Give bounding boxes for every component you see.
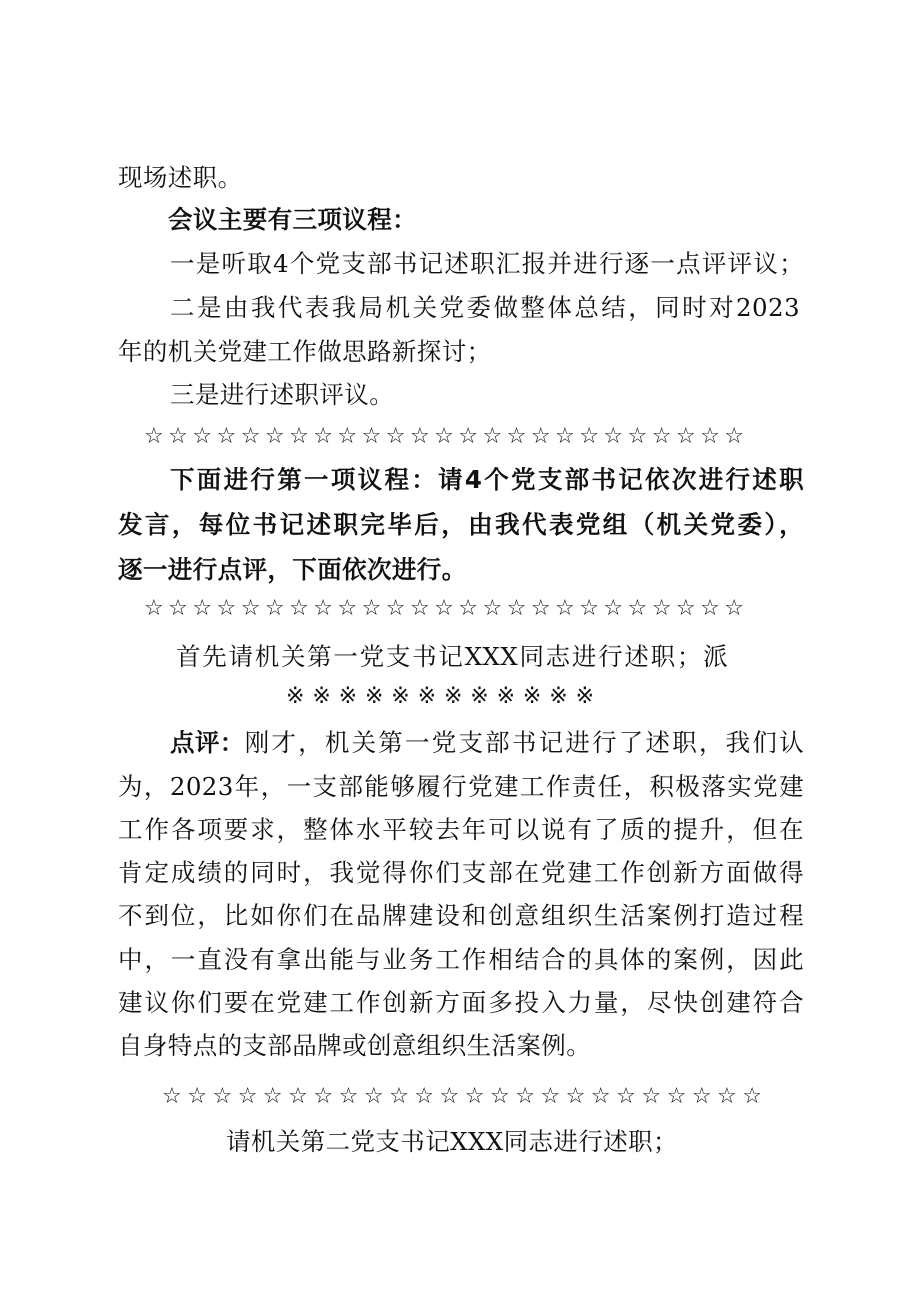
comment-text: 建议你们要在党建工作创新方面多投入力量，尽快创建符合 bbox=[118, 988, 804, 1017]
agenda-item-2-cont: 年的机关党建工作做思路新探讨； bbox=[118, 337, 492, 366]
comment-text: 工作各项要求，整体水平较去年可以说有了质的提升，但在 bbox=[118, 815, 804, 844]
agenda-heading: 会议主要有三项议程： bbox=[168, 205, 417, 234]
star-divider: ☆☆☆☆☆☆☆☆☆☆☆☆☆☆☆☆☆☆☆☆☆☆☆☆☆ bbox=[144, 596, 744, 621]
star-divider: ☆☆☆☆☆☆☆☆☆☆☆☆☆☆☆☆☆☆☆☆☆☆☆☆ bbox=[162, 1084, 762, 1109]
comment-text: 刚才，机关第一党支部书记进行了述职，我们认 bbox=[244, 728, 804, 757]
comment-text: 中，一直没有拿出能与业务工作相结合的具体的案例，因此 bbox=[118, 945, 804, 974]
comment-label: 点评： bbox=[170, 728, 245, 757]
paragraph-line: 现场述职。 bbox=[118, 163, 243, 192]
first-agenda-line: 下面进行第一项议程：请4个党支部书记依次进行述职 bbox=[170, 465, 804, 494]
comment-text: 自身特点的支部品牌或创意组织生活案例。 bbox=[118, 1031, 592, 1060]
first-agenda-line: 发言，每位书记述职完毕后，由我代表党组（机关党委）， bbox=[118, 510, 804, 539]
agenda-item-2: 二是由我代表我局机关党委做整体总结，同时对2023 bbox=[170, 293, 800, 322]
reference-mark-divider: ※※※※※※※※※※※※ bbox=[286, 684, 594, 709]
speaker-intro: 首先请机关第一党支书记XXX同志进行述职；派 bbox=[176, 642, 728, 671]
comment-text: 肯定成绩的同时，我觉得你们支部在党建工作创新方面做得 bbox=[118, 858, 804, 887]
agenda-item-3: 三是进行述职评议。 bbox=[170, 380, 395, 409]
comment-first-line bbox=[170, 728, 804, 757]
speaker-intro: 请机关第二党支书记XXX同志进行述职； bbox=[226, 1127, 678, 1156]
comment-text: 不到位，比如你们在品牌建设和创意组织生活案例打造过程 bbox=[118, 901, 804, 930]
agenda-item-1: 一是听取4个党支部书记述职汇报并进行逐一点评评议； bbox=[170, 249, 804, 278]
first-agenda-line: 逐一进行点评，下面依次进行。 bbox=[118, 555, 467, 584]
comment-text: 为，2023年，一支部能够履行党建工作责任，积极落实党建 bbox=[118, 772, 804, 801]
star-divider: ☆☆☆☆☆☆☆☆☆☆☆☆☆☆☆☆☆☆☆☆☆☆☆☆☆ bbox=[144, 424, 744, 449]
